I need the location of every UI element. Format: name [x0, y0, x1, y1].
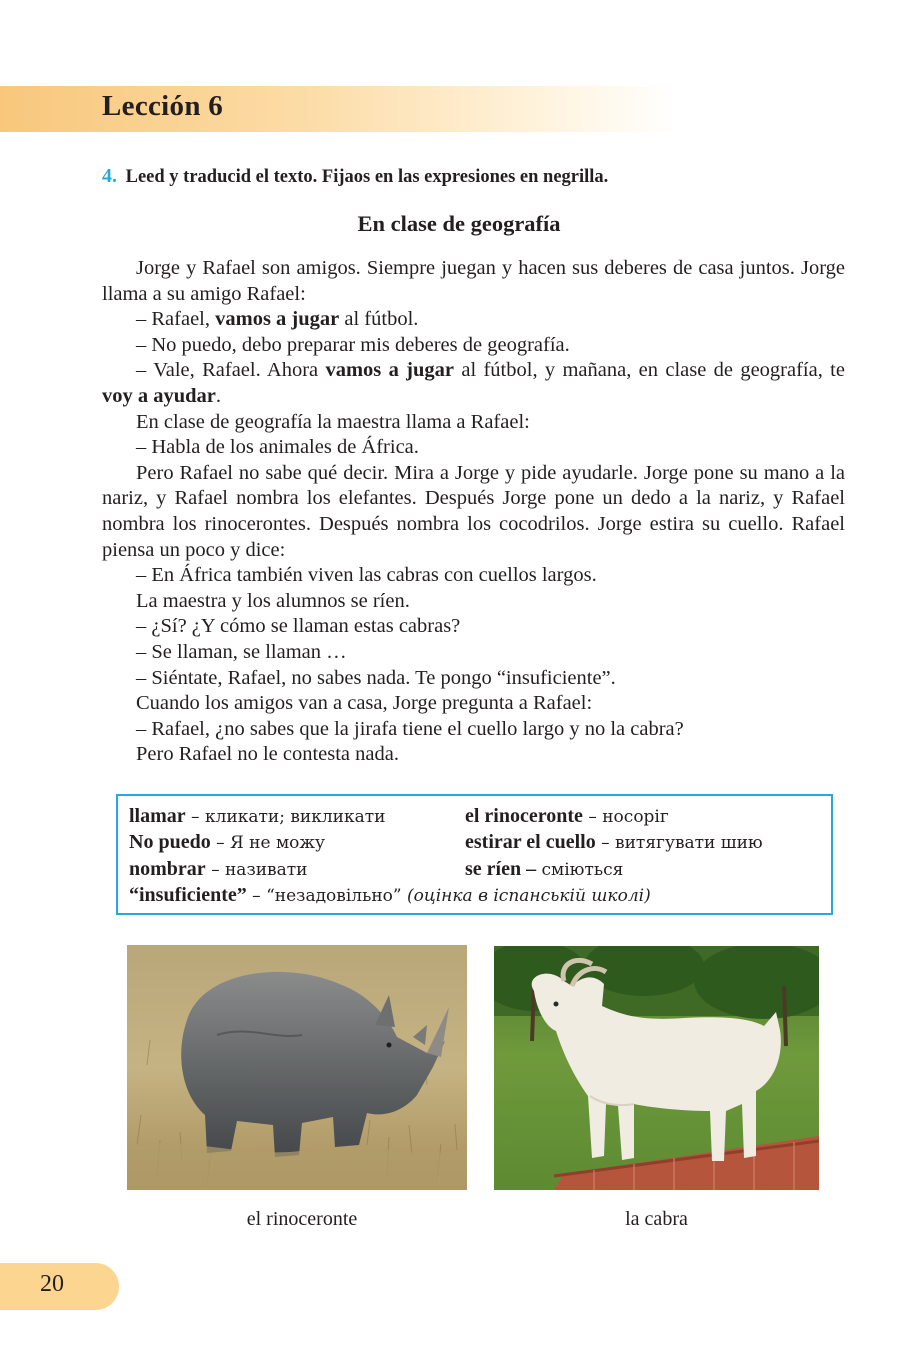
story-paragraph: – Habla de los animales de África.: [136, 436, 419, 459]
vocab-term: No puedo: [129, 831, 211, 854]
story-fragment: – Rafael,: [136, 308, 216, 331]
story-paragraph: Cuando los amigos van a casa, Jorge pregunta a Rafael:: [136, 692, 593, 715]
vocab-entry: [129, 883, 651, 909]
bold-expression: vamos a jugar: [215, 308, 340, 331]
story-paragraph: La maestra y los alumnos se ríen.: [136, 589, 410, 612]
vocab-translation: – витягувати шию: [595, 833, 763, 854]
rhinoceros-illustration: [127, 945, 467, 1190]
lesson-title: Lección 6: [102, 90, 224, 122]
story-paragraph: – ¿Sí? ¿Y cómo se llaman estas cabras?: [136, 615, 461, 638]
goat-photo: [494, 946, 819, 1190]
vocab-term: nombrar: [129, 857, 206, 880]
vocab-row: [129, 830, 821, 856]
story-paragraph: – Siéntate, Rafael, no sabes nada. Te pongo “insuficiente”.: [136, 666, 616, 689]
vocab-row: [129, 857, 821, 883]
goat-caption: la cabra: [625, 1208, 688, 1230]
vocab-entry: [129, 857, 465, 883]
exercise-text: Leed y traducid el texto. Fijaos en las expresiones en negrilla.: [125, 167, 609, 187]
vocab-translation: – носоріг: [582, 807, 669, 827]
vocab-term: estirar el cuello: [465, 831, 596, 854]
vocab-term: el rinoceronte: [465, 805, 583, 827]
bold-expression: vamos a jugar: [325, 359, 455, 382]
exercise-instruction: [102, 165, 608, 188]
rhinoceros-photo: [127, 945, 467, 1190]
story-paragraph: – Se llaman, se llaman …: [136, 640, 347, 663]
story-fragment: .: [215, 384, 222, 407]
story-paragraph: Pero Rafael no le contesta nada.: [136, 743, 399, 766]
story-fragment: al fútbol.: [339, 308, 419, 331]
vocab-translation: – Я не можу: [210, 833, 326, 854]
vocab-term: “insuficiente”: [129, 884, 247, 907]
vocab-row: [129, 883, 821, 909]
story-text: [102, 256, 845, 768]
vocab-translation: – називати: [205, 859, 308, 880]
vocab-entry: [465, 830, 821, 856]
vocab-term: llamar: [129, 805, 186, 827]
vocab-entry: [465, 857, 821, 883]
vocab-translation: сміються: [536, 859, 624, 880]
vocab-entry: [129, 804, 465, 830]
vocab-translation: – “незадовільно”: [246, 886, 408, 907]
story-paragraph: [102, 307, 845, 333]
story-fragment: al fútbol, y mañana, en clase de geografía, te: [454, 359, 845, 382]
story-paragraph: En clase de geografía la maestra llama a Rafael:: [136, 410, 530, 433]
page-number: 20: [40, 1271, 64, 1297]
story-paragraph: – Rafael, ¿no sabes que la jirafa tiene el cuello largo y no la cabra?: [136, 717, 684, 740]
story-paragraph: – En África también viven las cabras con cuellos largos.: [136, 564, 597, 587]
story-fragment: – Vale, Rafael. Ahora: [136, 359, 326, 382]
story-paragraph: Jorge y Rafael son amigos. Siempre juegan y hacen sus deberes de casa juntos. Jorge llama a su amigo Rafael:: [102, 257, 845, 305]
story-paragraph: – No puedo, debo preparar mis deberes de geografía.: [136, 333, 570, 356]
bold-expression: voy a ayudar: [102, 384, 216, 407]
vocab-note: (оцінка в іспанській школі): [407, 886, 651, 907]
vocab-entry: [129, 830, 465, 856]
exercise-number: 4.: [102, 165, 117, 187]
text-title: En clase de geografía: [357, 211, 561, 236]
vocab-term: se ríen –: [465, 857, 537, 880]
story-paragraph: [102, 358, 845, 409]
rhinoceros-caption: el rinoceronte: [246, 1208, 358, 1230]
vocab-translation: – кликати; викликати: [185, 807, 386, 827]
goat-illustration: [494, 946, 819, 1190]
vocab-row: [129, 804, 821, 830]
vocabulary-box: [116, 794, 833, 915]
vocab-entry: [465, 804, 821, 830]
story-paragraph: Pero Rafael no sabe qué decir. Mira a Jorge y pide ayudarle. Jorge pone su mano a la nariz, y Rafael nombra los elefantes. Después Jorge pone un dedo a la nariz, y Rafael nombra los rinocerontes. Después nombra los cocodrilos. Jorge estira su cuello. Rafael piensa un poco y dice:: [102, 461, 845, 561]
